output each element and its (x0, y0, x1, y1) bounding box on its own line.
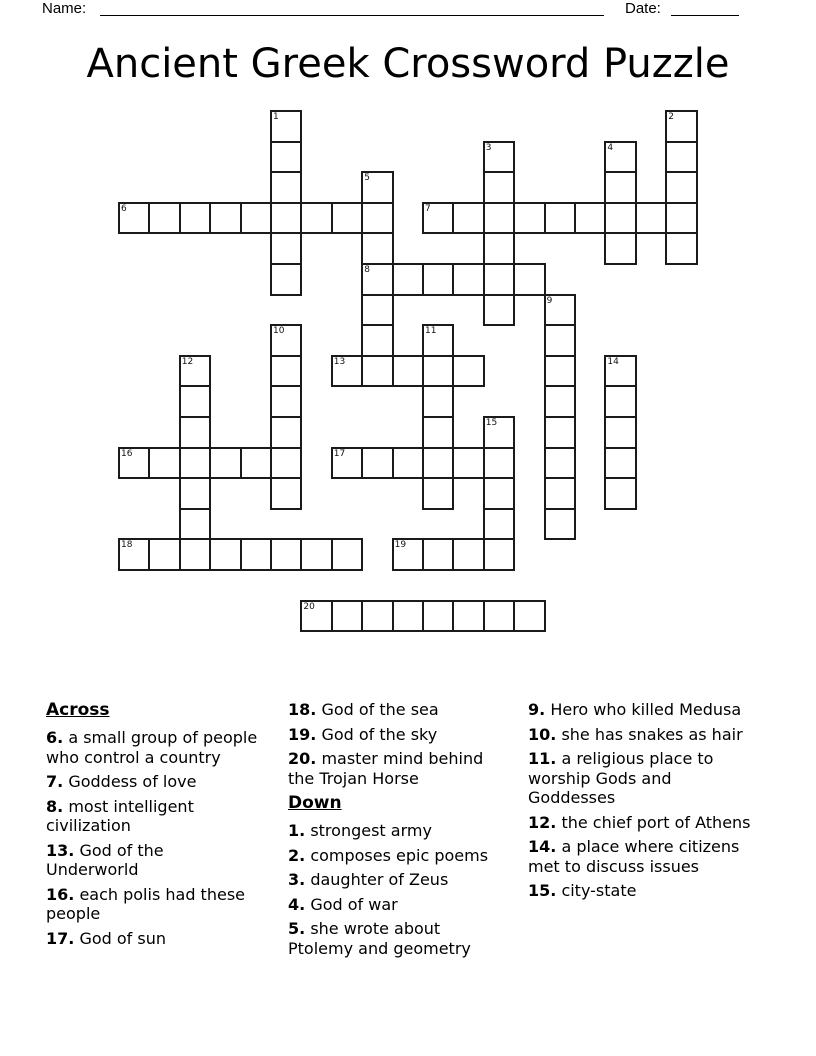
cell-number: 16 (121, 448, 133, 459)
clue-item (528, 837, 756, 876)
grid-cell[interactable] (148, 202, 180, 235)
grid-cell[interactable] (331, 600, 363, 633)
grid-cell[interactable] (300, 600, 332, 633)
cell-number: 8 (364, 265, 370, 275)
grid-cell[interactable] (422, 324, 454, 357)
grid-cell[interactable] (635, 202, 667, 235)
grid-cell[interactable] (574, 202, 606, 235)
grid-cell[interactable] (270, 447, 302, 480)
grid-cell[interactable] (604, 202, 636, 235)
crossword-grid (118, 110, 816, 650)
clue-number: 17. (46, 928, 75, 948)
clue-item (288, 821, 510, 841)
grid-cell[interactable] (483, 600, 515, 633)
grid-cell[interactable] (270, 202, 302, 235)
name-label: Name: (42, 0, 87, 17)
grid-cell[interactable] (604, 416, 636, 449)
grid-cell[interactable] (483, 447, 515, 480)
date-writing-line (671, 1, 739, 16)
grid-cell[interactable] (209, 538, 241, 571)
grid-cell[interactable] (270, 263, 302, 296)
grid-cell[interactable] (513, 263, 545, 296)
grid-cell[interactable] (392, 600, 424, 633)
clue-text: a small group of people who control a country (46, 728, 258, 767)
clue-item (288, 895, 510, 915)
clue-item (288, 846, 510, 866)
clue-number: 12. (528, 812, 557, 832)
cell-number: 15 (485, 418, 498, 428)
clue-text: God of war (310, 894, 398, 914)
grid-cell[interactable] (422, 600, 454, 633)
clue-item (46, 841, 258, 880)
grid-cell[interactable] (392, 538, 424, 571)
clue-item (528, 813, 756, 833)
clue-text: God of the sea (321, 700, 439, 719)
grid-cell[interactable] (361, 600, 393, 633)
grid-cell[interactable] (270, 416, 302, 449)
cell-number: 13 (333, 356, 346, 367)
cell-number: 17 (333, 448, 346, 459)
clue-item (46, 772, 258, 792)
grid-cell[interactable] (452, 202, 484, 235)
grid-cell[interactable] (422, 447, 454, 480)
grid-cell[interactable] (544, 385, 576, 418)
grid-cell[interactable] (240, 447, 272, 480)
grid-cell[interactable] (604, 355, 636, 388)
grid-cell[interactable] (483, 263, 515, 296)
grid-cell[interactable] (483, 232, 515, 265)
clue-item (528, 700, 756, 720)
clue-number: 5. (288, 919, 306, 938)
clue-item (46, 885, 258, 924)
grid-cell[interactable] (544, 324, 576, 357)
grid-cell[interactable] (452, 538, 484, 571)
grid-cell[interactable] (544, 202, 576, 235)
clue-column-3 (528, 700, 756, 906)
clue-item (46, 797, 258, 836)
grid-cell[interactable] (209, 447, 241, 480)
clue-text: a place where citizens met to discuss issues (528, 837, 740, 876)
clue-item (288, 725, 510, 745)
grid-cell[interactable] (483, 508, 515, 541)
clue-number: 10. (528, 724, 557, 744)
grid-cell[interactable] (604, 385, 636, 418)
grid-cell[interactable] (483, 294, 515, 327)
grid-cell[interactable] (422, 202, 454, 235)
grid-cell[interactable] (483, 477, 515, 510)
cell-number: 11 (425, 326, 437, 337)
grid-cell[interactable] (270, 324, 302, 357)
clue-number: 9. (528, 700, 546, 719)
clue-item (288, 919, 510, 958)
grid-cell[interactable] (452, 263, 484, 296)
cell-number: 6 (121, 203, 127, 214)
grid-cell[interactable] (392, 263, 424, 296)
clue-text: God of sun (79, 928, 166, 948)
grid-cell[interactable] (483, 416, 515, 449)
grid-cell[interactable] (179, 508, 211, 541)
clue-number: 11. (528, 749, 557, 768)
grid-cell[interactable] (331, 355, 363, 388)
grid-cell[interactable] (544, 447, 576, 480)
clue-number: 15. (528, 881, 557, 900)
grid-cell[interactable] (209, 202, 241, 235)
clue-item (528, 749, 756, 808)
grid-cell[interactable] (179, 538, 211, 571)
cell-number: 20 (303, 601, 315, 612)
clue-number: 13. (46, 840, 75, 860)
clue-item (288, 870, 510, 890)
grid-cell[interactable] (361, 171, 393, 204)
grid-cell[interactable] (544, 355, 576, 388)
grid-cell[interactable] (392, 447, 424, 480)
grid-cell[interactable] (604, 447, 636, 480)
grid-cell[interactable] (392, 355, 424, 388)
cell-number: 3 (485, 142, 492, 153)
clue-text: daughter of Zeus (310, 870, 449, 889)
grid-cell[interactable] (483, 171, 515, 204)
grid-cell[interactable] (483, 538, 515, 571)
grid-cell[interactable] (422, 416, 454, 449)
grid-cell[interactable] (148, 447, 180, 480)
clue-text: Hero who killed Medusa (550, 700, 742, 719)
grid-cell[interactable] (270, 110, 302, 143)
cell-number: 7 (425, 203, 431, 214)
cell-number: 14 (607, 356, 619, 367)
clue-number: 19. (288, 724, 317, 744)
clue-number: 4. (288, 894, 306, 914)
clue-text: she wrote about Ptolemy and geometry (288, 919, 471, 958)
grid-cell[interactable] (604, 232, 636, 265)
cell-number: 18 (121, 540, 133, 551)
grid-cell[interactable] (179, 385, 211, 418)
clue-text: strongest army (310, 821, 432, 840)
grid-cell[interactable] (513, 202, 545, 235)
grid-cell[interactable] (483, 202, 515, 235)
cell-number: 5 (364, 173, 370, 184)
cell-number: 10 (273, 326, 285, 337)
grid-cell[interactable] (513, 600, 545, 633)
cell-number: 19 (394, 540, 407, 551)
grid-cell[interactable] (544, 508, 576, 541)
grid-cell[interactable] (544, 416, 576, 449)
grid-cell[interactable] (240, 202, 272, 235)
clue-column-2 (288, 700, 510, 963)
grid-cell[interactable] (148, 538, 180, 571)
grid-cell[interactable] (361, 447, 393, 480)
clue-number: 6. (46, 728, 64, 747)
grid-cell[interactable] (179, 202, 211, 235)
cell-number: 2 (668, 112, 674, 122)
grid-cell[interactable] (544, 477, 576, 510)
cell-number: 1 (273, 112, 279, 122)
grid-cell[interactable] (665, 110, 697, 143)
clue-text: a religious place to worship Gods and Goddesses (528, 749, 714, 807)
grid-cell[interactable] (361, 355, 393, 388)
grid-cell[interactable] (270, 232, 302, 265)
clue-text: the chief port of Athens (561, 812, 751, 832)
grid-cell[interactable] (665, 141, 697, 174)
grid-cell[interactable] (361, 294, 393, 327)
grid-cell[interactable] (422, 355, 454, 388)
grid-cell[interactable] (179, 447, 211, 480)
down-heading: Down (288, 793, 342, 813)
grid-cell[interactable] (331, 447, 363, 480)
clue-number: 7. (46, 772, 64, 791)
clue-text: Goddess of love (68, 772, 197, 791)
cell-number: 9 (546, 295, 553, 306)
cell-number: 4 (607, 142, 614, 153)
grid-cell[interactable] (300, 538, 332, 571)
clue-number: 14. (528, 837, 557, 856)
clue-number: 2. (288, 845, 306, 865)
grid-cell[interactable] (361, 232, 393, 265)
grid-cell[interactable] (331, 538, 363, 571)
grid-cell[interactable] (179, 355, 211, 388)
grid-cell[interactable] (270, 538, 302, 571)
clue-text: most intelligent civilization (46, 796, 194, 835)
grid-cell[interactable] (604, 477, 636, 510)
grid-cell[interactable] (665, 202, 697, 235)
clue-text: city-state (561, 881, 637, 900)
grid-cell[interactable] (483, 141, 515, 174)
clue-text: she has snakes as hair (561, 724, 743, 744)
name-writing-line (100, 1, 604, 16)
clue-text: God of the Underworld (46, 840, 164, 879)
clue-text: composes epic poems (310, 845, 489, 865)
grid-cell[interactable] (422, 385, 454, 418)
grid-cell[interactable] (665, 232, 697, 265)
grid-cell[interactable] (452, 447, 484, 480)
clue-number: 3. (288, 870, 306, 889)
clue-item (288, 700, 510, 720)
across-heading: Across (46, 700, 110, 720)
grid-cell[interactable] (422, 263, 454, 296)
grid-cell[interactable] (361, 324, 393, 357)
clue-number: 1. (288, 821, 306, 840)
grid-cell[interactable] (270, 385, 302, 418)
grid-cell[interactable] (270, 171, 302, 204)
clue-item (528, 881, 756, 901)
clue-number: 20. (288, 749, 317, 768)
grid-cell[interactable] (118, 202, 150, 235)
clue-text: each polis had these people (46, 884, 245, 923)
clue-item (288, 749, 510, 788)
grid-cell[interactable] (118, 447, 150, 480)
clue-item (46, 929, 258, 949)
grid-cell[interactable] (361, 263, 393, 296)
grid-cell[interactable] (270, 141, 302, 174)
grid-cell[interactable] (179, 477, 211, 510)
grid-cell[interactable] (544, 294, 576, 327)
grid-cell[interactable] (422, 538, 454, 571)
grid-cell[interactable] (270, 477, 302, 510)
clue-text: God of the sky (321, 724, 438, 744)
grid-cell[interactable] (452, 600, 484, 633)
grid-cell[interactable] (361, 202, 393, 235)
grid-cell[interactable] (604, 141, 636, 174)
grid-cell[interactable] (665, 171, 697, 204)
clue-item (528, 725, 756, 745)
grid-cell[interactable] (118, 538, 150, 571)
grid-cell[interactable] (179, 416, 211, 449)
clue-text: master mind behind the Trojan Horse (288, 749, 484, 788)
clue-number: 8. (46, 796, 64, 816)
grid-cell[interactable] (331, 202, 363, 235)
date-label: Date: (625, 0, 661, 17)
grid-cell[interactable] (240, 538, 272, 571)
clue-number: 16. (46, 884, 75, 904)
clue-number: 18. (288, 700, 317, 719)
grid-cell[interactable] (270, 355, 302, 388)
grid-cell[interactable] (604, 171, 636, 204)
clue-column-1 (46, 700, 258, 953)
grid-cell[interactable] (452, 355, 484, 388)
grid-cell[interactable] (300, 202, 332, 235)
cell-number: 12 (181, 356, 194, 367)
clue-item (46, 728, 258, 767)
grid-cell[interactable] (422, 477, 454, 510)
page-title: Ancient Greek Crossword Puzzle (86, 41, 730, 87)
